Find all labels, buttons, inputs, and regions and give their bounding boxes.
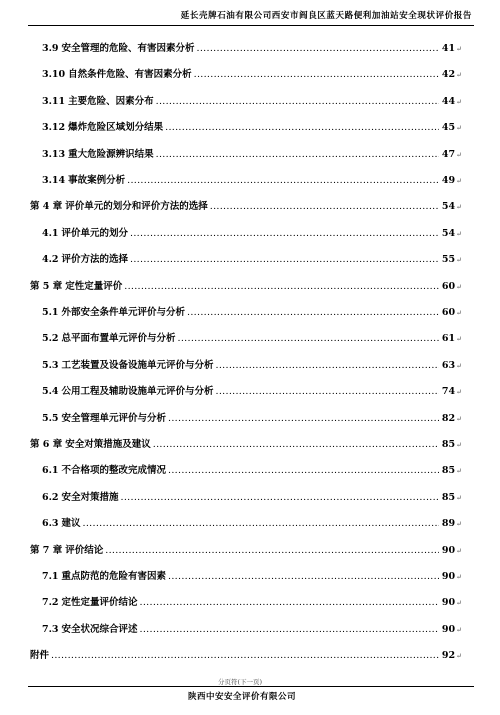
toc-entry[interactable] [42,489,462,503]
toc-leader-dots [168,413,439,424]
toc-entry-number: 7.2 [42,597,59,609]
toc-leader-dots [124,281,439,292]
toc-entry[interactable] [42,119,462,133]
toc-entry-page: 89 [441,518,456,530]
toc-entry-title: 建议 [61,518,81,530]
paragraph-mark-icon: ↵ [456,282,462,291]
paragraph-mark-icon: ↵ [456,229,462,238]
toc-entry-page: 49 [441,175,456,186]
toc-leader-dots [130,254,439,265]
toc-entry-number: 3.14 [42,175,66,186]
toc-entry-title: 定性定量评价 [65,280,123,292]
toc-entry-number: 6.2 [42,491,59,503]
toc-entry-title: 评价方法的选择 [61,254,129,266]
toc-entry-page: 54 [441,227,456,239]
toc-entry-page: 92 [441,650,456,662]
paragraph-mark-icon: ↵ [456,309,462,317]
toc-entry-number: 5.3 [42,359,59,371]
toc-leader-dots [140,624,439,635]
toc-entry-number: 3.11 [42,95,66,107]
toc-entry-page: 63 [441,359,456,371]
toc-entry[interactable] [30,542,462,556]
toc-entry-page: 90 [441,597,456,609]
toc-entry[interactable] [42,383,462,397]
paragraph-mark-icon: ↵ [456,546,462,555]
paragraph-mark-icon: ↵ [456,625,462,634]
paragraph-mark-icon: ↵ [456,97,462,106]
toc-leader-dots [210,201,439,212]
footer-company: 陕西中安安全评价有限公司 [188,692,297,702]
toc-entry-title: 外部安全条件单元评价与分析 [61,307,186,318]
toc-entry-page: 74 [441,386,456,398]
toc-entry[interactable] [30,436,462,450]
paragraph-mark-icon: ↵ [456,71,462,80]
toc-entry[interactable] [30,278,462,292]
toc-entry-title: 安全对策措施 [61,491,119,503]
toc-entry-title: 评价单元的划分和评价方法的选择 [65,201,208,213]
toc-entry[interactable] [42,251,462,265]
toc-entry-number: 5.4 [42,386,59,398]
toc-entry-title: 重点防范的危险有害因素 [61,571,167,582]
toc-entry-number: 5.5 [42,412,59,424]
toc-leader-dots [216,360,439,371]
toc-entry[interactable] [42,594,462,608]
toc-entry[interactable] [42,330,462,344]
toc-entry[interactable] [42,146,462,160]
page-break-marker: 分页符(下一页) [218,678,263,686]
toc-entry[interactable] [42,357,462,371]
toc-entry-number: 3.13 [42,148,66,160]
toc-entry-title: 安全状况综合评述 [61,623,138,635]
paragraph-mark-icon: ↵ [456,203,462,212]
toc-entry-number: 7.3 [42,623,59,635]
toc-entry-page: 54 [441,201,456,213]
toc-entry-page: 90 [441,571,456,582]
toc-entry-number: 7.1 [42,571,59,582]
toc-leader-dots [121,492,439,503]
toc-entry-title: 安全管理单元评价与分析 [61,412,167,424]
toc-leader-dots [153,439,439,450]
toc-entry-number: 3.10 [42,69,66,81]
header-rule [28,25,474,26]
paragraph-mark-icon: ↵ [456,388,462,397]
footer-rule [28,686,474,687]
toc-entry-number: 第 6 章 [30,439,63,450]
toc-entry-page: 55 [441,254,456,266]
paragraph-mark-icon: ↵ [456,520,462,529]
toc-entry[interactable] [30,647,462,661]
paragraph-mark-icon: ↵ [456,599,462,608]
toc-entry[interactable] [42,515,462,529]
toc-leader-dots [165,122,439,133]
paragraph-mark-icon: ↵ [456,150,462,159]
toc-entry[interactable] [42,40,462,54]
paragraph-mark-icon: ↵ [456,414,462,423]
toc-entry-number: 3.9 [42,43,59,54]
toc-entry-page: 45 [441,122,456,134]
toc-entry-page: 85 [441,491,456,503]
toc-leader-dots [140,597,439,608]
toc-entry-number: 5.2 [42,333,59,345]
toc-entry-number: 4.2 [42,254,59,266]
toc-leader-dots [127,175,439,186]
toc-leader-dots [197,43,439,54]
toc-entry-page: 60 [441,280,456,292]
toc-entry-title: 评价结论 [65,544,104,556]
paragraph-mark-icon: ↵ [456,467,462,476]
toc-leader-dots [130,228,439,239]
toc-entry-title: 不合格项的整改完成情况 [61,465,167,477]
toc-entry-number: 6.1 [42,465,59,477]
paragraph-mark-icon: ↵ [456,335,462,344]
toc-entry-title: 定性定量评价结论 [61,597,138,609]
paragraph-mark-icon: ↵ [456,573,462,581]
toc-entry-page: 90 [441,544,456,556]
toc-leader-dots [83,518,439,529]
paragraph-mark-icon: ↵ [456,124,462,133]
toc-entry-page: 90 [441,623,456,635]
toc-entry[interactable] [42,621,462,635]
toc-entry-title: 爆炸危险区域划分结果 [68,122,164,134]
toc-entry-title: 公用工程及辅助设施单元评价与分析 [61,386,214,398]
toc-entry-title: 主要危险、因素分布 [68,95,154,107]
toc-entry-number: 5.1 [42,307,59,318]
toc-entry[interactable] [42,462,462,476]
toc-leader-dots [156,149,439,160]
toc-entry[interactable] [42,93,462,107]
toc-entry-title: 自然条件危险、有害因素分析 [68,69,192,81]
toc-leader-dots [156,96,439,107]
toc-entry-title: 安全对策措施及建议 [65,439,151,450]
toc-leader-dots [168,571,439,582]
toc-entry[interactable] [42,225,462,239]
toc-entry-title: 评价单元的划分 [61,227,129,239]
toc-entry-title: 事故案例分析 [68,175,126,186]
running-header: 延长壳牌石油有限公司西安市阎良区蓝天路便利加油站安全现状评价报告 [180,11,472,21]
toc-leader-dots [51,650,439,661]
toc-entry-number: 4.1 [42,227,59,239]
toc-entry-page: 82 [441,412,456,424]
toc-entry-number: 第 5 章 [30,280,63,292]
toc-entry-number: 3.12 [42,122,66,134]
toc-entry-page: 47 [441,148,456,160]
toc-entry-page: 85 [441,465,456,477]
toc-entry-title: 重大危险源辨识结果 [68,148,154,160]
toc-entry-title: 工艺装置及设备设施单元评价与分析 [61,359,214,371]
toc-leader-dots [178,333,439,344]
toc-leader-dots [168,465,439,476]
paragraph-mark-icon: ↵ [456,256,462,265]
paragraph-mark-icon: ↵ [456,45,462,53]
toc-entry-page: 85 [441,439,456,450]
toc-entry[interactable] [42,66,462,80]
paragraph-mark-icon: ↵ [456,177,462,185]
paragraph-mark-icon: ↵ [456,441,462,449]
toc-leader-dots [194,69,439,80]
toc-entry-number: 6.3 [42,518,59,530]
toc-entry-title: 总平面布置单元评价与分析 [61,333,176,345]
toc-entry[interactable] [42,410,462,424]
toc-entry-page: 42 [441,69,456,81]
toc-leader-dots [105,545,439,556]
toc-entry-page: 60 [441,307,456,318]
paragraph-mark-icon: ↵ [456,361,462,370]
toc-leader-dots [216,386,439,397]
toc-entry-number: 第 4 章 [30,201,63,213]
toc-entry[interactable] [42,172,462,186]
toc-entry-number: 第 7 章 [30,544,63,556]
toc-entry-title: 附件 [30,650,50,662]
toc-entry-page: 41 [441,43,456,54]
toc-entry-title: 安全管理的危险、有害因素分析 [61,43,195,54]
toc-entry[interactable] [42,304,462,318]
toc-entry-page: 44 [441,95,456,107]
toc-entry-page: 61 [441,333,456,345]
toc-entry[interactable] [30,198,462,212]
paragraph-mark-icon: ↵ [456,652,462,661]
paragraph-mark-icon: ↵ [456,493,462,502]
toc-entry[interactable] [42,568,462,582]
toc-leader-dots [187,307,439,318]
